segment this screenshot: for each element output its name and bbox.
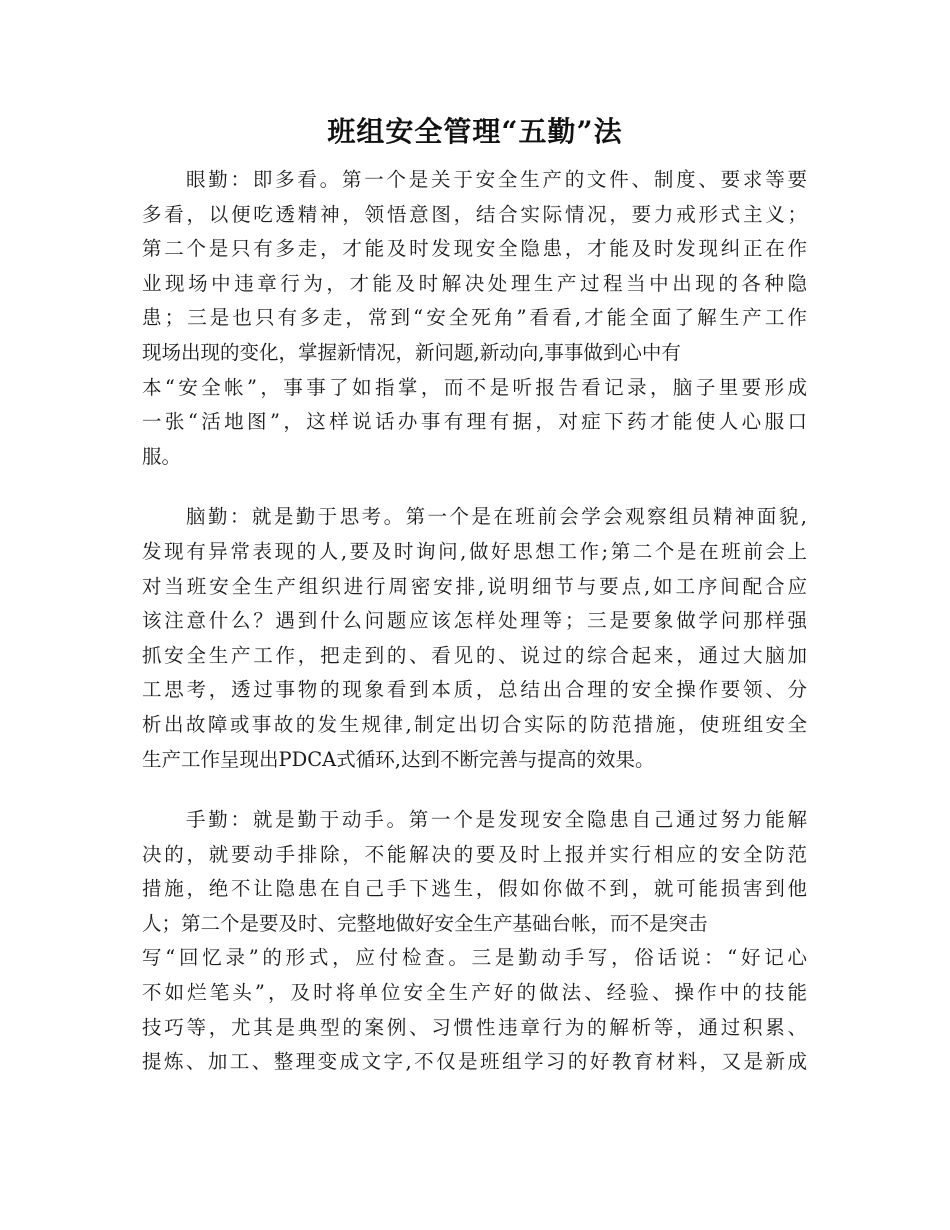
text-line: 工思考，透过事物的现象看到本质，总结出合理的安全操作要领、分 — [142, 678, 807, 702]
paragraph-gap — [142, 777, 807, 803]
text-line: 技巧等，尤其是典型的案例、习惯性违章行为的解析等，通过积累、 — [142, 1015, 807, 1039]
paragraph-hand-diligence — [142, 803, 807, 1080]
text-line: 生产工作呈现出PDCA式循环,达到不断完善与提高的效果。 — [142, 747, 655, 771]
text-line: 写“回忆录”的形式，应付检查。三是勤动手写，俗话说：“好记心 — [142, 946, 807, 970]
text-line: 现场出现的变化，掌握新情况，新问题,新动向,事事做到心中有 — [142, 340, 681, 364]
text-line: 人；第二个是要及时、完整地做好安全生产基础台帐，而不是突击 — [142, 911, 708, 935]
paragraph-eye-diligence — [142, 163, 807, 474]
text-line: 眼勤：即多看。第一个是关于安全生产的文件、制度、要求等要 — [186, 168, 807, 191]
text-line: 患；三是也只有多走，常到“安全死角”看看,才能全面了解生产工作 — [142, 306, 807, 330]
text-line: 不如烂笔头”，及时将单位安全生产好的做法、经验、操作中的技能 — [142, 981, 807, 1005]
text-line: 业现场中违章行为，才能及时解决处理生产过程当中出现的各种隐 — [142, 271, 807, 295]
text-line: 本“安全帐”，事事了如指掌，而不是听报告看记录，脑子里要形成 — [142, 375, 807, 399]
text-line: 一张“活地图”，这样说话办事有理有据，对症下药才能使人心服口 — [142, 410, 807, 434]
text-line: 服。 — [142, 444, 182, 468]
text-line: 发现有异常表现的人,要及时询问,做好思想工作;第二个是在班前会上 — [142, 539, 807, 563]
paragraph-brain-diligence — [142, 500, 807, 777]
text-line: 析出故障或事故的发生规律,制定出切合实际的防范措施，使班组安全 — [142, 712, 807, 736]
text-line: 该注意什么？遇到什么问题应该怎样处理等；三是要象做学问那样强 — [142, 609, 807, 633]
paragraph-gap — [142, 474, 807, 500]
text-line: 对当班安全生产组织进行周密安排,说明细节与要点,如工序间配合应 — [142, 574, 807, 598]
document-body — [142, 163, 807, 1080]
text-line: 措施，绝不让隐患在自己手下逃生，假如你做不到，就可能损害到他 — [142, 877, 807, 901]
text-line: 抓安全生产工作，把走到的、看见的、说过的综合起来，通过大脑加 — [142, 643, 807, 667]
text-line: 决的，就要动手排除，不能解决的要及时上报并实行相应的安全防范 — [142, 842, 807, 866]
text-line: 提炼、加工、整理变成文字,不仅是班组学习的好教育材料，又是新成 — [142, 1050, 807, 1074]
text-line: 第二个是只有多走，才能及时发现安全隐患，才能及时发现纠正在作 — [142, 237, 807, 261]
text-line: 手勤：就是勤于动手。第一个是发现安全隐患自己通过努力能解 — [186, 808, 807, 832]
text-line: 多看，以便吃透精神，领悟意图，结合实际情况，要力戒形式主义； — [142, 202, 807, 226]
text-line: 脑勤：就是勤于思考。第一个是在班前会学会观察组员精神面貌, — [186, 505, 807, 529]
document-title: 班组安全管理“五勤”法 — [327, 115, 623, 148]
